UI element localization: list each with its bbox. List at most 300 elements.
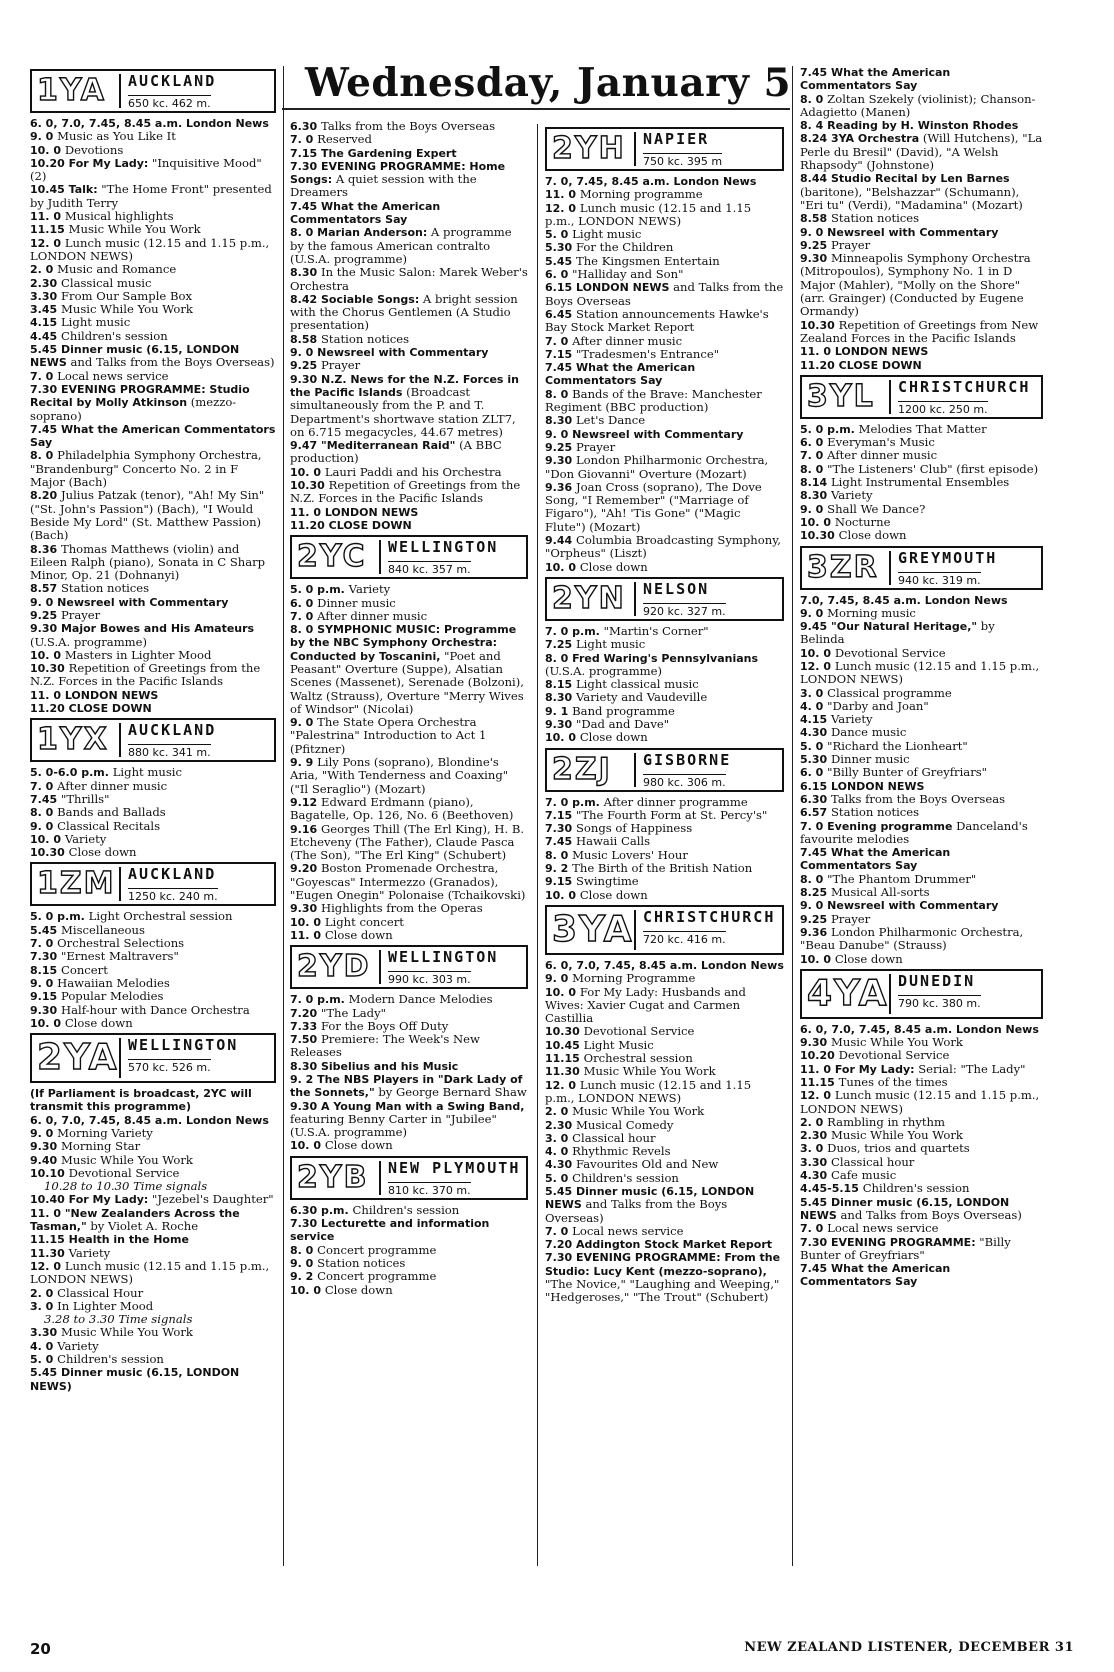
programme-entry bbox=[800, 926, 1043, 953]
programme-title: Lunch music (12.15 and 1.15 p.m., LONDON NEWS) bbox=[545, 1077, 752, 1105]
programme-entry bbox=[30, 1180, 276, 1193]
programme-time: 5.45 bbox=[545, 1185, 576, 1198]
programme-time: 9.20 bbox=[290, 862, 321, 876]
programme-title: Fred Waring's Pennsylvanians (U.S.A. programme) bbox=[545, 651, 759, 678]
programme-time: 9.40 bbox=[30, 1153, 61, 1167]
programme-time: 9. 2 bbox=[545, 862, 573, 876]
programme-title: Hawaii Calls bbox=[575, 834, 651, 849]
programme-title: Close down bbox=[838, 528, 907, 543]
programme-title: SYMPHONIC MUSIC: Programme by the NBC Symphony Orchestra: Conducted by Toscanini, "Poet and Peasant" Overture (Suppe), Alsatian Scenes (Massenet), Serenade (Bolzoni), Waltz (Strauss), Overture "Merry Wives of Windsor" (Nicolai) bbox=[290, 623, 524, 716]
programme-title: For the Boys Off Duty bbox=[320, 1018, 449, 1033]
programme-title: What the American Commentators Say bbox=[545, 361, 696, 388]
programme-entry bbox=[30, 1300, 276, 1313]
programme-time: 10. 0 bbox=[30, 832, 65, 846]
programme-time: 8. 0 bbox=[290, 1243, 318, 1257]
programme-time: 11. 0 bbox=[30, 688, 65, 702]
programme-title: Music While You Work bbox=[60, 1152, 193, 1167]
programme-title: Variety bbox=[830, 488, 873, 503]
programme-title: What the American Commentators Say bbox=[800, 66, 951, 93]
column-2 bbox=[290, 120, 528, 1566]
programme-title: Newsreel with Commentary bbox=[317, 346, 489, 360]
programme-entry bbox=[800, 753, 1043, 766]
column-divider bbox=[283, 66, 284, 1566]
programme-title: Nocturne bbox=[834, 514, 891, 529]
programme-title: Minneapolis Symphony Orchestra (Mitropoulos), Symphony No. 1 in D Major (Mahler), "Molly on the Shore" (arr. Grainger) (Conducted by Eugene Ormandy) bbox=[800, 251, 1031, 319]
programme-time: 9.47 bbox=[290, 439, 321, 453]
programme-time: 9. 9 bbox=[290, 756, 318, 770]
programme-time: 9.30 bbox=[30, 622, 61, 636]
programme-time: 5.45 bbox=[30, 343, 61, 357]
station-frequency: 840 kc. 357 m. bbox=[388, 563, 471, 577]
station-header bbox=[290, 945, 528, 989]
programme-time: 7. 0 bbox=[290, 133, 318, 147]
programme-entry bbox=[30, 596, 276, 609]
programme-entry bbox=[545, 972, 784, 985]
programme-entry bbox=[290, 1204, 528, 1217]
programme-entry bbox=[30, 950, 276, 963]
programme-title: Station notices bbox=[320, 331, 410, 346]
programme-title: EVENING PROGRAMME: "Billy Bunter of Greyfriars" bbox=[800, 1234, 1011, 1262]
programme-time: 10.20 bbox=[800, 1049, 839, 1063]
programme-title: The NBS Players in "Dark Lady of the Sonnets," by George Bernard Shaw bbox=[290, 1073, 527, 1100]
programme-time: 8.15 bbox=[545, 678, 576, 692]
programme-entry bbox=[545, 228, 784, 241]
programme-title: Dinner music bbox=[830, 752, 910, 767]
programme-entry bbox=[30, 1326, 276, 1339]
programme-title: London News bbox=[673, 175, 757, 188]
programme-time: 11. 0 bbox=[545, 188, 580, 202]
programme-entry bbox=[545, 638, 784, 651]
programme-entry bbox=[800, 226, 1043, 239]
programme-entry bbox=[290, 756, 528, 796]
station-header bbox=[800, 546, 1043, 590]
programme-time: 4.45-5.15 bbox=[800, 1182, 863, 1196]
programme-entry bbox=[30, 144, 276, 157]
programme-time: 11. 0 bbox=[290, 928, 325, 942]
programme-entry bbox=[800, 846, 1043, 873]
programme-entry bbox=[545, 1065, 784, 1078]
programme-entry bbox=[800, 953, 1043, 966]
programme-entry bbox=[545, 1145, 784, 1158]
programme-time: 9. 0 bbox=[545, 972, 573, 986]
programme-entry bbox=[30, 622, 276, 649]
programme-time: 7.30 bbox=[290, 1217, 321, 1231]
programme-entry bbox=[30, 582, 276, 595]
programme-time: 9.12 bbox=[290, 795, 321, 809]
programme-entry bbox=[290, 1217, 528, 1244]
station-name: CHRISTCHURCH bbox=[643, 907, 776, 926]
programme-time: 10.10 bbox=[30, 1166, 69, 1180]
programme-title: Music While You Work bbox=[60, 302, 193, 317]
programme-title: Classical programme bbox=[827, 685, 952, 700]
programme-entry bbox=[30, 1087, 276, 1114]
station-frequency: 1200 kc. 250 m. bbox=[898, 402, 988, 416]
programme-time: 7.30 bbox=[545, 1251, 576, 1265]
programme-title: 3.28 to 3.30 Time signals bbox=[44, 1312, 193, 1327]
programme-time: 7.15 bbox=[545, 347, 576, 361]
station-frequency: 720 kc. 416 m. bbox=[643, 932, 726, 946]
station-frequency: 980 kc. 306 m. bbox=[643, 775, 726, 789]
programme-time: 7.15 bbox=[290, 146, 321, 160]
programme-title: Prayer bbox=[830, 911, 871, 926]
programme-title: Bands and Ballads bbox=[57, 805, 166, 820]
programme-time: 10.20 bbox=[30, 156, 69, 170]
programme-entry bbox=[800, 172, 1043, 212]
programme-time: 9. 2 bbox=[290, 1073, 318, 1086]
programme-title: Sociable Songs: A bright session with the Chorus Gentlemen (A Studio presentation) bbox=[290, 291, 518, 333]
station-frequency: 750 kc. 395 m bbox=[643, 155, 723, 168]
programme-title: Station announcements Hawke's Bay Stock Market Report bbox=[545, 306, 769, 335]
programme-entry bbox=[545, 308, 784, 335]
programme-entry bbox=[800, 449, 1043, 462]
programme-entry bbox=[290, 1073, 528, 1100]
programme-time: 4. 0 bbox=[30, 1339, 58, 1353]
programme-entry bbox=[800, 1089, 1043, 1116]
programme-title: Music While You Work bbox=[583, 1064, 716, 1079]
station-header bbox=[800, 969, 1043, 1019]
programme-entry bbox=[30, 117, 276, 130]
programme-time: 9.30 bbox=[290, 902, 321, 916]
programme-entry bbox=[290, 200, 528, 227]
programme-title: Prayer bbox=[60, 607, 101, 622]
programme-title: Lily Pons (soprano), Blondine's Aria, "With Tenderness and Coaxing" ("Il Seraglio") (Mozart) bbox=[290, 755, 509, 796]
programme-entry bbox=[545, 1238, 784, 1251]
programme-entry bbox=[290, 1139, 528, 1152]
programme-time: 9. 0 bbox=[30, 976, 58, 990]
programme-title: For the Children bbox=[575, 240, 674, 255]
programme-time: 7.20 bbox=[545, 1238, 576, 1252]
programme-time: 10. 0 bbox=[545, 560, 580, 574]
programme-time: 5.30 bbox=[545, 241, 576, 255]
programme-time: 9. 0 bbox=[30, 130, 58, 144]
programme-time: 8. 0 bbox=[800, 462, 828, 476]
programme-entry bbox=[800, 820, 1043, 847]
programme-time: 9. 2 bbox=[290, 1270, 318, 1284]
programme-time: 7.25 bbox=[545, 638, 576, 652]
programme-time: 7.45 bbox=[545, 835, 576, 849]
programme-title: Morning Programme bbox=[572, 971, 696, 986]
programme-title: Columbia Broadcasting Symphony, "Orpheus" (Liszt) bbox=[545, 533, 781, 561]
programme-entry bbox=[30, 977, 276, 990]
programme-time: 6. 0, 7.0, 7.45, 8.45 a.m. bbox=[30, 117, 187, 130]
programme-time: 10. 0 bbox=[545, 888, 580, 902]
call-sign: 3YL bbox=[807, 378, 875, 414]
call-sign: 1ZM bbox=[37, 866, 116, 902]
programme-time: 9. 0 bbox=[290, 716, 318, 730]
programme-entry bbox=[545, 561, 784, 574]
programme-title: Music While You Work bbox=[830, 1128, 963, 1143]
programme-title: Rhythmic Revels bbox=[572, 1144, 671, 1159]
programme-entry bbox=[800, 132, 1043, 172]
programme-title: Music While You Work bbox=[572, 1104, 705, 1119]
programme-title: "The Lady" bbox=[320, 1005, 386, 1020]
programme-time: 10. 0 bbox=[290, 1283, 325, 1297]
call-sign: 2YC bbox=[297, 539, 367, 575]
programme-entry bbox=[545, 175, 784, 188]
programme-time: 8.15 bbox=[30, 963, 61, 977]
programme-title: Prayer bbox=[830, 237, 871, 252]
programme-entry bbox=[545, 454, 784, 481]
programme-entry bbox=[545, 348, 784, 361]
programme-title: Light concert bbox=[324, 914, 404, 929]
programme-title: Marian Anderson: A programme by the famous American contralto (U.S.A. programme) bbox=[290, 225, 512, 266]
programme-title: Station notices bbox=[830, 211, 920, 226]
programme-title: Music While You Work bbox=[60, 1325, 193, 1340]
programme-time: 10. 0 bbox=[30, 1016, 65, 1030]
programme-title: Local news service bbox=[572, 1223, 684, 1238]
programme-time: 4.30 bbox=[545, 1158, 576, 1172]
programme-time: 8.14 bbox=[800, 476, 831, 490]
station-frequency: 570 kc. 526 m. bbox=[128, 1061, 211, 1075]
programme-time: 8.36 bbox=[30, 542, 61, 556]
programme-entry bbox=[30, 1287, 276, 1300]
station-frequency: 810 kc. 370 m. bbox=[388, 1183, 471, 1197]
programme-title: Variety bbox=[830, 712, 873, 727]
programme-title: From Our Sample Box bbox=[60, 288, 192, 303]
station-name: AUCKLAND bbox=[128, 72, 217, 90]
programme-time: 7. 0, 7.45, 8.45 a.m. bbox=[545, 175, 674, 188]
programme-entry bbox=[800, 516, 1043, 529]
programme-time: 4.30 bbox=[800, 726, 831, 740]
column-divider bbox=[537, 124, 538, 1566]
programme-title: Julius Patzak (tenor), "Ah! My Sin" ("St. John's Passion") (Bach), "I Would Beside My Lord" (St. Matthew Passion) (Bach) bbox=[30, 488, 265, 543]
programme-title: Music While You Work bbox=[68, 222, 201, 237]
programme-time: 11.20 bbox=[800, 358, 839, 372]
programme-time: 8.30 bbox=[290, 266, 321, 280]
programme-title: Classical hour bbox=[572, 1130, 656, 1145]
programme-time: 4.15 bbox=[800, 713, 831, 727]
programme-time: 9.25 bbox=[290, 359, 321, 373]
programme-title: Local news service bbox=[57, 368, 169, 383]
programme-time: 11.15 bbox=[30, 1233, 69, 1247]
programme-entry bbox=[290, 623, 528, 716]
programme-time: 9. 0 bbox=[290, 1256, 318, 1270]
programme-title: The State Opera Orchestra "Palestrina" Introduction to Act 1 (Pfitzner) bbox=[290, 715, 487, 756]
programme-entry bbox=[800, 713, 1043, 726]
programme-title: LONDON NEWS and Talks from the Boys Overseas bbox=[545, 280, 784, 308]
programme-title: Light music bbox=[575, 637, 646, 652]
programme-entry bbox=[545, 691, 784, 704]
programme-time: 6. 0 bbox=[545, 268, 573, 282]
call-sign: 1YA bbox=[37, 73, 106, 108]
programme-entry bbox=[290, 226, 528, 266]
programme-title: Prayer bbox=[320, 358, 361, 373]
programme-title: Variety bbox=[64, 831, 107, 846]
programme-title: Lunch music (12.15 and 1.15 p.m., LONDON NEWS) bbox=[30, 1258, 270, 1287]
programme-title: Lunch music (12.15 and 1.15 p.m., LONDON NEWS) bbox=[30, 235, 270, 263]
programme-time: 7. 0 bbox=[30, 779, 58, 793]
programme-title: Light music bbox=[112, 765, 182, 780]
programme-time: 12. 0 bbox=[545, 1078, 580, 1092]
programme-entry bbox=[30, 543, 276, 583]
programme-title: After dinner programme bbox=[603, 794, 748, 809]
programme-entry bbox=[545, 822, 784, 835]
programme-entry bbox=[30, 609, 276, 622]
programme-title: Dinner music (6.15, LONDON NEWS and Talks from the Boys Overseas) bbox=[545, 1185, 755, 1225]
programme-time: 5. 0 p.m. bbox=[290, 583, 349, 597]
programme-title: Edward Erdmann (piano), Bagatelle, Op. 126, No. 6 (Beethoven) bbox=[290, 794, 514, 823]
programme-entry bbox=[545, 481, 784, 534]
programme-entry bbox=[290, 610, 528, 623]
programme-time: 3. 0 bbox=[800, 686, 828, 700]
programme-time: 7.33 bbox=[290, 1019, 321, 1033]
programme-entry bbox=[545, 889, 784, 902]
programme-entry bbox=[290, 993, 528, 1006]
programme-time: 6.15 bbox=[800, 779, 831, 793]
programme-entry bbox=[290, 1100, 528, 1140]
programme-entry bbox=[290, 796, 528, 823]
programme-entry bbox=[800, 66, 1043, 93]
programme-time: 3. 0 bbox=[545, 1131, 573, 1145]
programme-time: 10.45 bbox=[30, 183, 69, 197]
programme-entry bbox=[800, 687, 1043, 700]
programme-entry bbox=[545, 835, 784, 848]
programme-entry bbox=[545, 255, 784, 268]
programme-entry bbox=[545, 1158, 784, 1171]
programme-time: 2.30 bbox=[545, 1118, 576, 1132]
programme-time: 3.30 bbox=[800, 1155, 831, 1169]
programme-title: Newsreel with Commentary bbox=[827, 899, 999, 913]
programme-entry bbox=[30, 1193, 276, 1206]
station-name: CHRISTCHURCH bbox=[898, 377, 1031, 396]
programme-title: "Martin's Corner" bbox=[603, 623, 709, 638]
programme-time: 10.30 bbox=[800, 529, 839, 543]
programme-title: Children's session bbox=[60, 328, 168, 343]
programme-title: CLOSE DOWN bbox=[68, 702, 152, 716]
programme-time: 9. 0 bbox=[800, 899, 828, 913]
programme-title: Children's session bbox=[572, 1170, 679, 1185]
programme-entry bbox=[800, 1262, 1043, 1289]
programme-entry bbox=[800, 886, 1043, 899]
programme-time: 5.45 bbox=[30, 1366, 61, 1380]
programme-time: 6. 0 bbox=[290, 596, 318, 610]
programme-time: 2.30 bbox=[800, 1129, 831, 1143]
programme-entry bbox=[545, 414, 784, 427]
programme-entry bbox=[545, 862, 784, 875]
programme-entry bbox=[800, 806, 1043, 819]
programme-time: 8.20 bbox=[30, 489, 61, 503]
programme-time: 7. 0 bbox=[545, 334, 573, 348]
programme-title: The Gardening Expert bbox=[320, 146, 457, 160]
programme-time: 9.36 bbox=[545, 480, 576, 494]
programme-title: Lecturette and information service bbox=[290, 1217, 490, 1244]
programme-time: 12. 0 bbox=[800, 659, 835, 673]
programme-title: Swingtime bbox=[575, 874, 639, 889]
programme-title: Talk: "The Home Front" presented by Judith Terry bbox=[30, 182, 272, 210]
programme-time: 4.15 bbox=[30, 316, 61, 330]
programme-time: 7.45 bbox=[30, 792, 61, 806]
programme-entry bbox=[800, 529, 1043, 542]
programme-title: The Kingsmen Entertain bbox=[575, 253, 720, 268]
programme-title: Concert programme bbox=[317, 1242, 437, 1257]
programme-title: Devotional Service bbox=[834, 645, 946, 660]
programme-time: 5. 0 bbox=[30, 1353, 58, 1367]
programme-time: 8. 0 bbox=[545, 651, 573, 665]
programme-title: A Young Man with a Swing Band, featuring Benny Carter in "Jubilee" (U.S.A. programme) bbox=[290, 1099, 525, 1140]
programme-entry bbox=[30, 370, 276, 383]
station-header bbox=[290, 535, 528, 579]
programme-entry bbox=[30, 210, 276, 223]
programme-title: Boston Promenade Orchestra, "Goyescas" Intermezzo (Granados), "Eugen Onegin" Polonaise (Tchaikovski) bbox=[290, 861, 526, 903]
programme-entry bbox=[800, 1049, 1043, 1062]
programme-entry bbox=[290, 147, 528, 160]
call-sign: 2YD bbox=[297, 949, 371, 985]
programme-time: 4. 0 bbox=[545, 1145, 573, 1159]
programme-time: 7.0, 7.45, 8.45 a.m. bbox=[800, 593, 925, 607]
programme-time: 5. 0 p.m. bbox=[800, 422, 859, 436]
programme-time: 5.45 bbox=[30, 923, 61, 937]
programme-entry bbox=[800, 212, 1043, 225]
programme-entry bbox=[30, 1313, 276, 1326]
programme-entry bbox=[800, 873, 1043, 886]
programme-time: 11. 0 bbox=[30, 210, 65, 224]
programme-time: 7.30 bbox=[30, 382, 61, 396]
programme-entry bbox=[545, 959, 784, 972]
programme-time: 3. 0 bbox=[800, 1142, 828, 1156]
call-sign: 2YH bbox=[552, 131, 626, 166]
programme-title: Newsreel with Commentary bbox=[827, 225, 999, 239]
programme-entry bbox=[30, 964, 276, 977]
programme-title: London News bbox=[701, 958, 784, 972]
programme-entry bbox=[545, 1251, 784, 1304]
programme-title: In the Music Salon: Marek Weber's Orchestra bbox=[290, 265, 528, 293]
programme-time: 7. 0 bbox=[800, 819, 828, 833]
programme-title: After dinner music bbox=[317, 608, 428, 623]
programme-time: 9.25 bbox=[800, 912, 831, 926]
programme-entry bbox=[800, 700, 1043, 713]
programme-entry bbox=[30, 1114, 276, 1127]
programme-title: Hawaiian Melodies bbox=[57, 975, 170, 990]
programme-entry bbox=[545, 678, 784, 691]
station-name: AUCKLAND bbox=[128, 865, 217, 884]
programme-title: Joan Cross (soprano), The Dove Song, "I Remember" ("Marriage of Figaro"), "Ah! 'Tis Gone" ("Magic Flute") (Mozart) bbox=[545, 479, 762, 534]
programme-title: Music While You Work bbox=[830, 1035, 963, 1050]
programme-entry bbox=[290, 902, 528, 915]
programme-entry bbox=[30, 1366, 276, 1393]
programme-time: 9.25 bbox=[545, 440, 576, 454]
programme-time: 7. 0 p.m. bbox=[290, 993, 349, 1007]
programme-entry bbox=[30, 449, 276, 489]
programme-title: What the American Commentators Say bbox=[30, 422, 276, 450]
programme-entry bbox=[800, 503, 1043, 516]
programme-time: 9.30 bbox=[290, 372, 321, 386]
programme-title: Lunch music (12.15 and 1.15 p.m., LONDON NEWS) bbox=[800, 658, 1040, 687]
programme-time: 9.30 bbox=[290, 1099, 321, 1113]
programme-time: 6.30 bbox=[800, 792, 831, 806]
programme-entry bbox=[800, 766, 1043, 779]
programme-entry bbox=[30, 780, 276, 793]
programme-entry bbox=[30, 303, 276, 316]
programme-entry bbox=[800, 1236, 1043, 1263]
programme-title: Lunch music (12.15 and 1.15 p.m., LONDON NEWS) bbox=[545, 200, 752, 228]
programme-title: Thomas Matthews (violin) and Eileen Ralph (piano), Sonata in C Sharp Minor, Op. 21 (Dohnanyi) bbox=[30, 541, 266, 583]
programme-entry bbox=[30, 223, 276, 236]
programme-entry bbox=[800, 1076, 1043, 1089]
programme-entry bbox=[800, 463, 1043, 476]
station-frequency: 880 kc. 341 m. bbox=[128, 746, 211, 760]
programme-time: 5. 0 bbox=[800, 739, 828, 753]
programme-time: 11.20 bbox=[290, 518, 329, 532]
programme-time: 8. 0 bbox=[290, 226, 318, 240]
station-frequency: 940 kc. 319 m. bbox=[898, 573, 981, 587]
programme-title: "Dad and Dave" bbox=[575, 716, 670, 731]
programme-time: 6.15 bbox=[545, 281, 576, 295]
programme-title: Health in the Home bbox=[68, 1233, 189, 1247]
programme-title: Devotional Service bbox=[583, 1024, 695, 1039]
programme-title: Morning Star bbox=[60, 1139, 141, 1154]
programme-time: 12. 0 bbox=[545, 201, 580, 215]
programme-entry bbox=[800, 1023, 1043, 1036]
